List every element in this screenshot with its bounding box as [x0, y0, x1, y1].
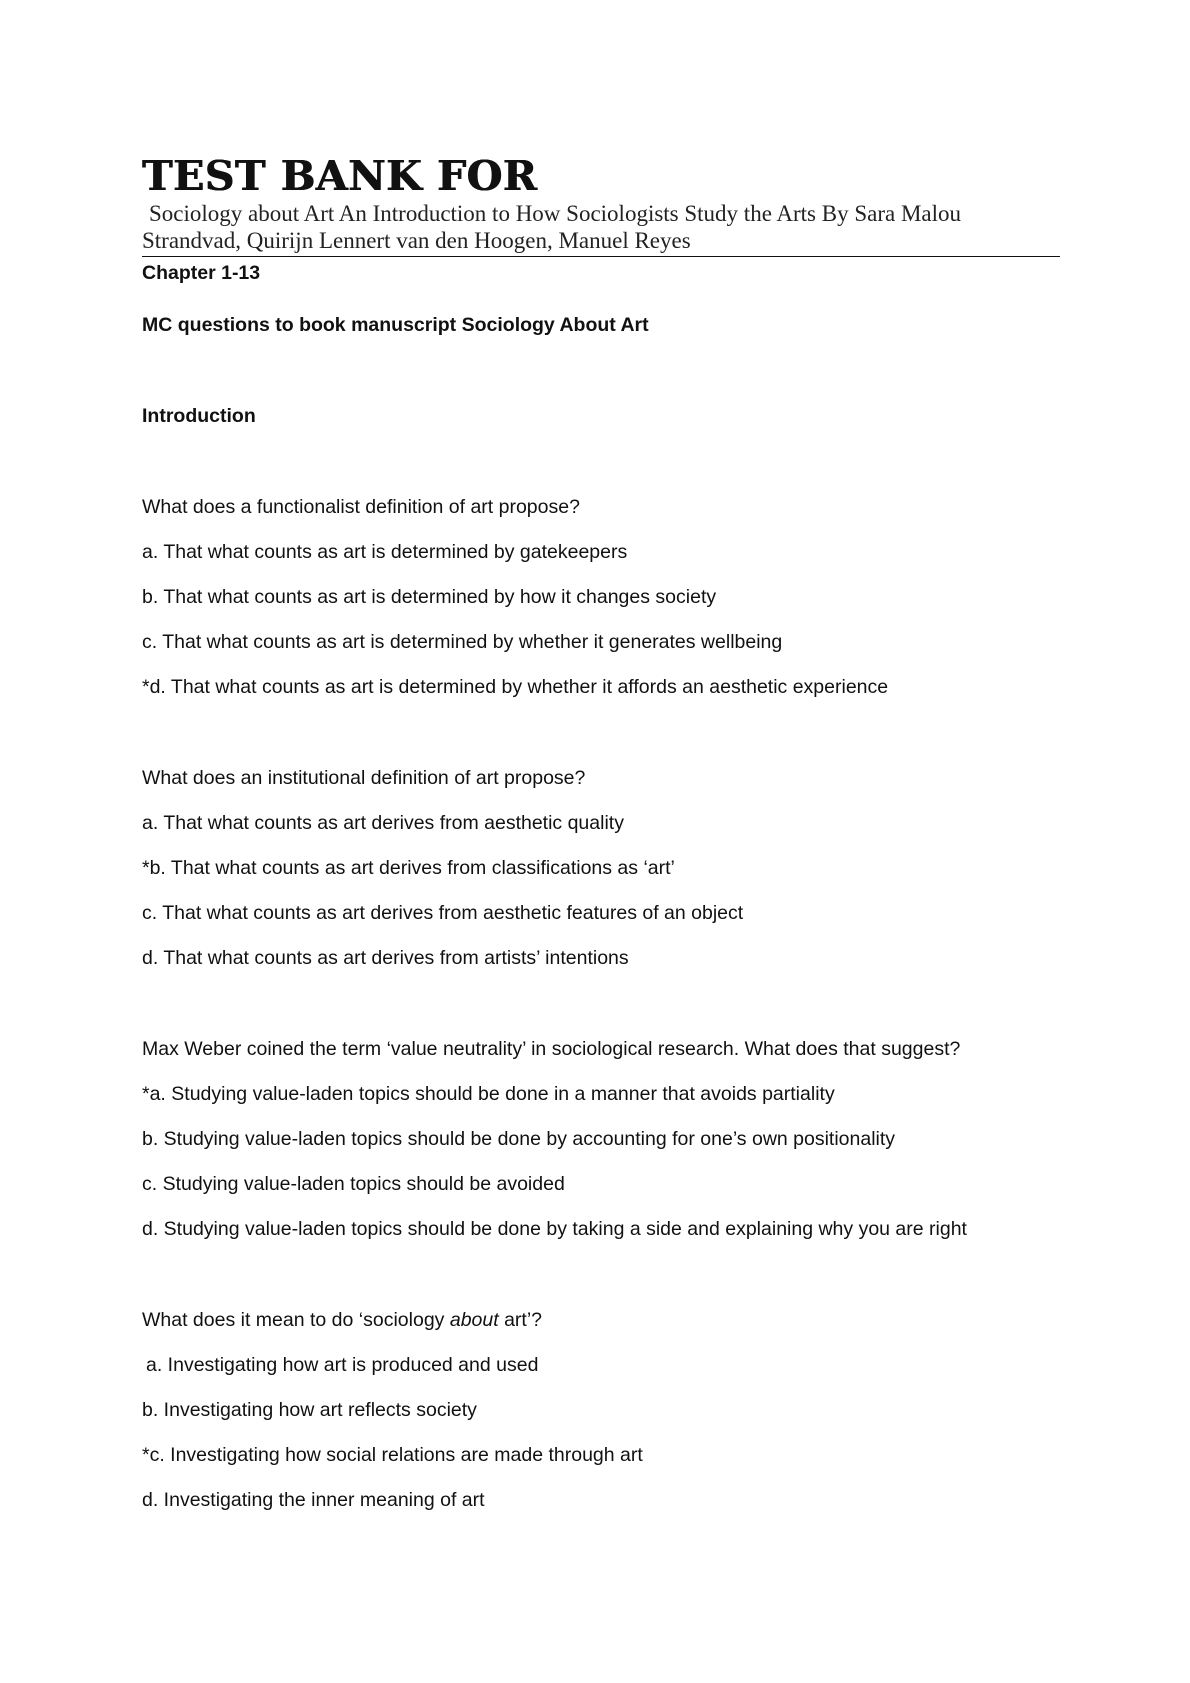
question-4-option-d: d. Investigating the inner meaning of art [142, 1489, 485, 1511]
header-divider [142, 256, 1060, 257]
book-subtitle [142, 200, 1062, 254]
question-1-option-a: a. That what counts as art is determined by gatekeepers [142, 541, 628, 563]
question-3: Max Weber coined the term ‘value neutrality’ in sociological research. What does that suggest? [142, 1038, 961, 1060]
question-1-option-d: *d. That what counts as art is determined by whether it affords an aesthetic experience [142, 676, 889, 698]
section-heading: Introduction [142, 405, 256, 427]
question-3-option-b: b. Studying value-laden topics should be done by accounting for one’s own positionality [142, 1128, 896, 1150]
document-title: TEST BANK FOR [142, 152, 538, 200]
question-3-option-c: c. Studying value-laden topics should be avoided [142, 1173, 565, 1195]
question-4 [142, 1309, 542, 1332]
question-1: What does a functionalist definition of art propose? [142, 496, 580, 518]
chapter-range: Chapter 1-13 [142, 262, 261, 284]
question-2: What does an institutional definition of art propose? [142, 767, 586, 789]
mc-heading: MC questions to book manuscript Sociology About Art [142, 314, 649, 336]
question-2-option-b: *b. That what counts as art derives from classifications as ‘art’ [142, 857, 675, 879]
question-4-option-b: b. Investigating how art reflects society [142, 1399, 477, 1421]
question-4-option-a: a. Investigating how art is produced and used [146, 1354, 539, 1376]
question-1-option-b: b. That what counts as art is determined by how it changes society [142, 586, 717, 608]
question-4-option-c: *c. Investigating how social relations are made through art [142, 1444, 643, 1466]
subtitle-line-2: Strandvad, Quirijn Lennert van den Hoogen, Manuel Reyes [142, 228, 691, 253]
question-4-prefix: What does it mean to do ‘sociology [142, 1309, 450, 1331]
question-2-option-d: d. That what counts as art derives from artists’ intentions [142, 947, 629, 969]
question-1-option-c: c. That what counts as art is determined by whether it generates wellbeing [142, 631, 783, 653]
subtitle-line-1: Sociology about Art An Introduction to How Sociologists Study the Arts By Sara Malou [149, 201, 962, 226]
question-2-option-a: a. That what counts as art derives from aesthetic quality [142, 812, 624, 834]
question-4-emphasis: about [449, 1309, 499, 1331]
question-3-option-a: *a. Studying value-laden topics should be done in a manner that avoids partiality [142, 1083, 835, 1105]
question-4-suffix: art’? [498, 1309, 543, 1331]
question-2-option-c: c. That what counts as art derives from aesthetic features of an object [142, 902, 744, 924]
question-3-option-d: d. Studying value-laden topics should be done by taking a side and explaining why you are right [142, 1218, 967, 1240]
